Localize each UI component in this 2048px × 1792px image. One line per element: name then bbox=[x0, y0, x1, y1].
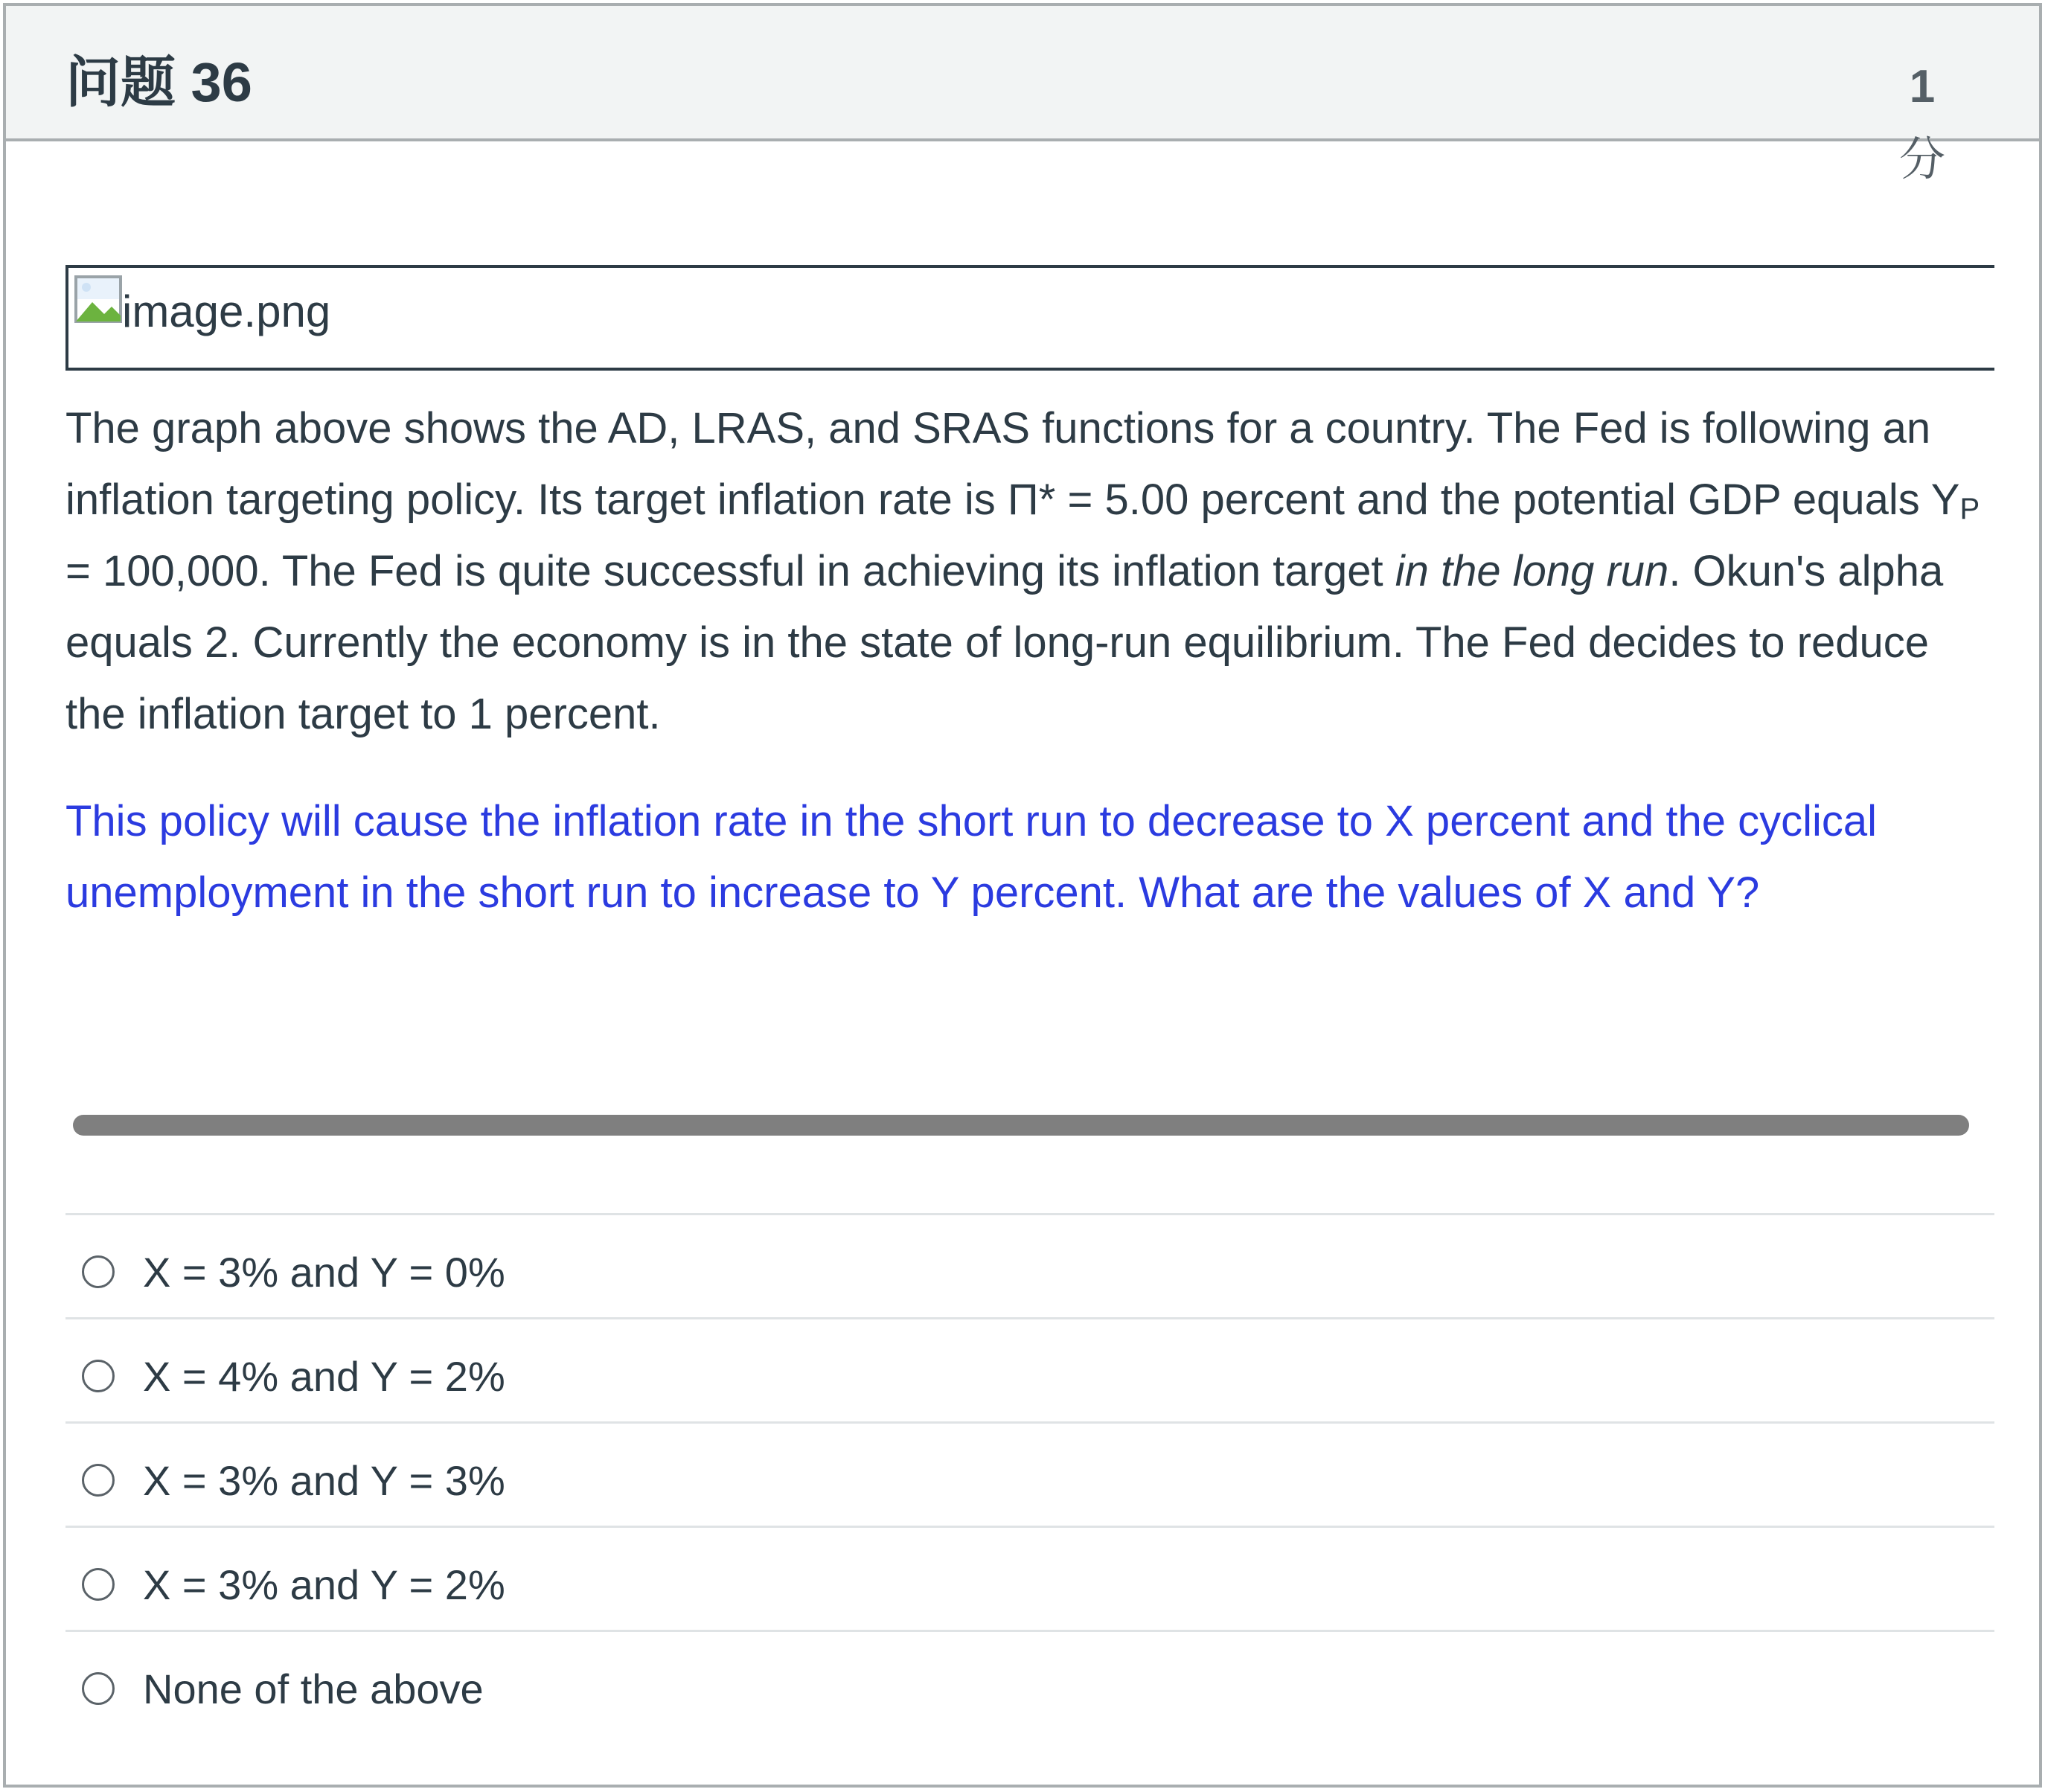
question-title: 问题 36 bbox=[65, 51, 252, 113]
answer-option-4[interactable] bbox=[65, 1528, 1994, 1632]
answer-label[interactable]: X = 3% and Y = 0% bbox=[143, 1249, 505, 1296]
question-prompt: This policy will cause the inflation rate in the short run to decrease to X percent and the cyclical unemployment in the short run to increase to Y percent. What are the values of X and Y? bbox=[65, 797, 1878, 917]
answer-label[interactable]: X = 3% and Y = 3% bbox=[143, 1457, 505, 1504]
question-text-subscript: P bbox=[1959, 493, 1980, 525]
question-image bbox=[65, 265, 1994, 371]
question-text-part3: . Okun's alpha equals 2. Currently the economy is in the state of long-run equilibrium. The Fed decides to reduce the inflation target to 1 percent. bbox=[65, 547, 1944, 738]
radio-button[interactable] bbox=[82, 1672, 115, 1705]
answer-option-5[interactable] bbox=[65, 1632, 1994, 1734]
radio-button[interactable] bbox=[82, 1464, 115, 1497]
broken-image-icon bbox=[74, 275, 122, 323]
answer-option-3[interactable] bbox=[65, 1424, 1994, 1528]
answer-option-1[interactable] bbox=[65, 1215, 1994, 1319]
question-text-part1: The graph above shows the AD, LRAS, and SRAS functions for a country. The Fed is following an inflation targeting policy. Its target inflation rate is Π* = 5.00 percent and the potential GDP equals Y bbox=[65, 404, 1960, 524]
horizontal-scrollbar[interactable] bbox=[73, 1115, 1969, 1136]
answer-list bbox=[65, 1213, 1994, 1734]
question-text-part2: = 100,000. The Fed is quite successful in achieving its inflation target bbox=[65, 547, 1395, 595]
answer-label[interactable]: X = 3% and Y = 2% bbox=[143, 1561, 505, 1608]
question-card bbox=[3, 3, 2042, 1788]
question-text bbox=[65, 393, 1993, 750]
points-unit: 分 bbox=[1898, 134, 1945, 185]
radio-button[interactable] bbox=[82, 1255, 115, 1288]
answer-option-2[interactable] bbox=[65, 1319, 1994, 1424]
points-value: 1 bbox=[1909, 61, 1936, 112]
answer-label[interactable]: X = 4% and Y = 2% bbox=[143, 1353, 505, 1400]
radio-button[interactable] bbox=[82, 1360, 115, 1392]
answer-label[interactable]: None of the above bbox=[143, 1665, 484, 1712]
question-points bbox=[1896, 51, 1948, 196]
question-header bbox=[6, 6, 2039, 185]
image-alt-text: image.png bbox=[122, 287, 331, 336]
question-text-italic: in the long run bbox=[1395, 547, 1669, 595]
radio-button[interactable] bbox=[82, 1568, 115, 1601]
